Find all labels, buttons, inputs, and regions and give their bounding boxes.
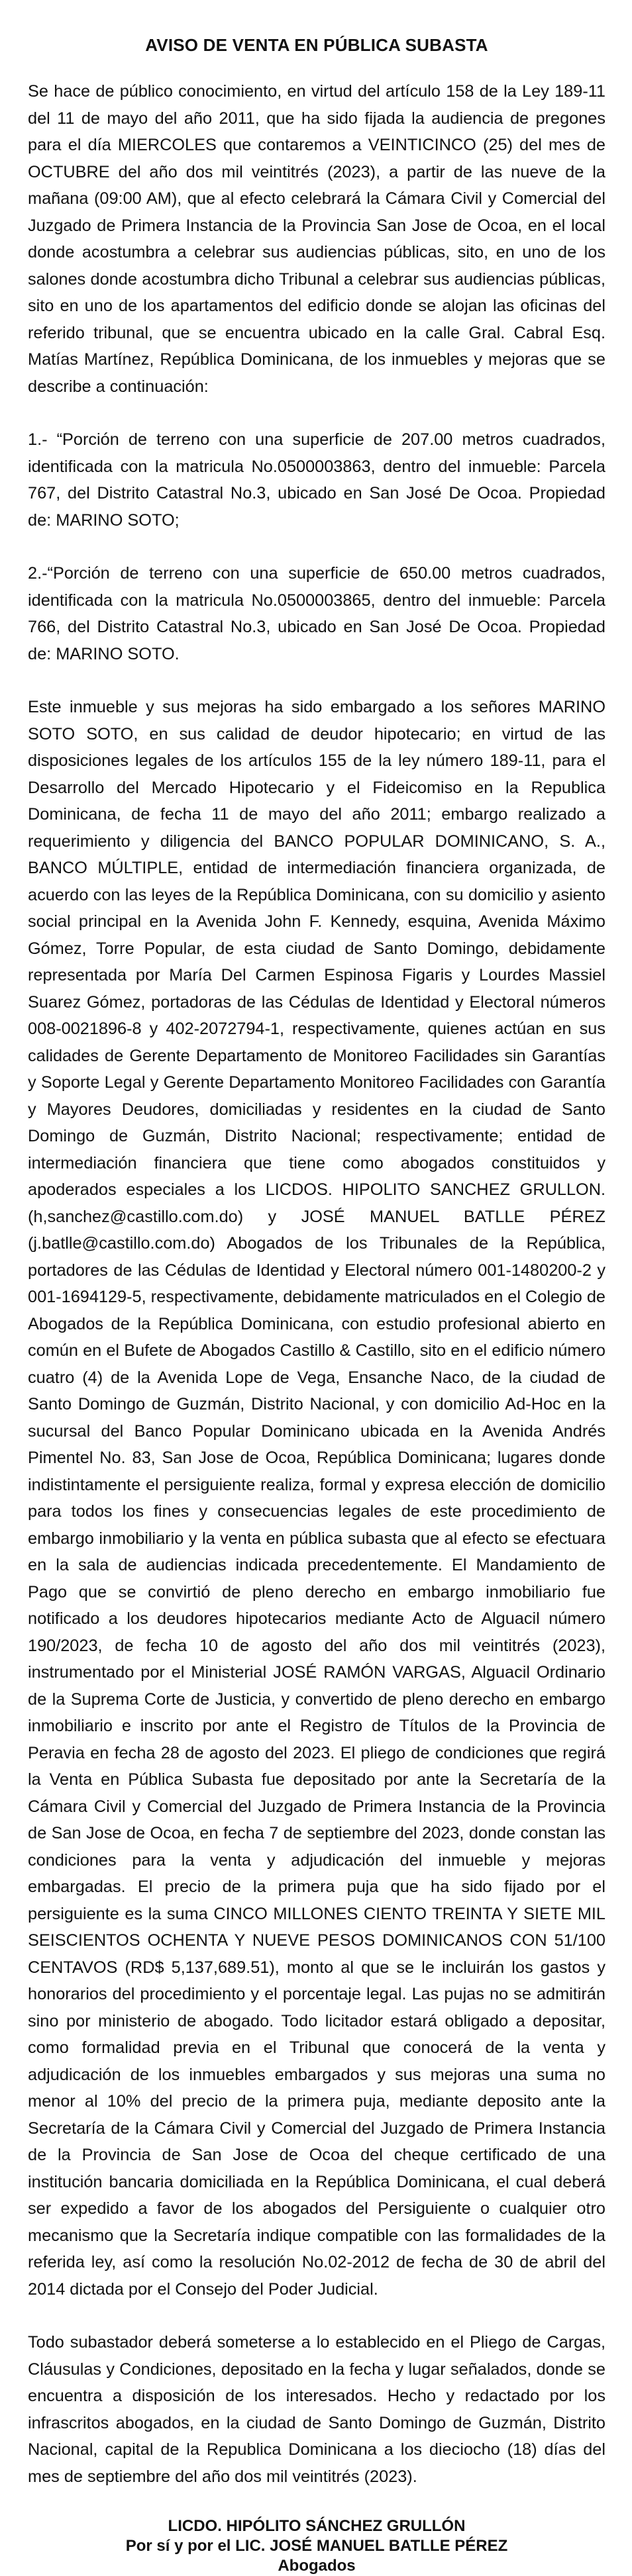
closing-paragraph: Todo subastador deberá someterse a lo establecido en el Pliego de Cargas, Cláusulas y Condiciones, depositado en la fecha y lugar señalados, donde se encuentra a disposición de los interesados. Hecho y redactado por los infrascritos abogados, en la ciudad de Santo Domingo de Guzmán, Distrito Nacional, capital de la Republica Dominicana a los dieciocho (18) días del mes de septiembre del año dos mil veintitrés (2023). — [28, 2333, 606, 2486]
property-item-2: 2.-“Porción de terreno con una superficie de 650.00 metros cuadrados, identificada con la matricula No.0500003865, dentro del inmueble: Parcela 766, del Distrito Catastral No.3, ubicado en San José De Ocoa. Propiedad de: MARINO SOTO. — [28, 564, 606, 663]
seizure-details-paragraph: Este inmueble y sus mejoras ha sido embargado a los señores MARINO SOTO SOTO, en sus calidad de deudor hipotecario; en virtud de las disposiciones legales de los artículos 155 de la ley número 189-11, para el Desarrollo del Mercado Hipotecario y el Fideicomiso en la Republica Dominicana, de fecha 11 de mayo del año 2011; embargo realizado a requerimiento y diligencia del BANCO POPULAR DOMINICANO, S. A., BANCO MÚLTIPLE, entidad de intermediación financiera organizada, de acuerdo con las leyes de la República Dominicana, con su domicilio y asiento social principal en la Avenida John F. Kennedy, esquina, Avenida Máximo Gómez, Torre Popular, de esta ciudad de Santo Domingo, debidamente representada por María Del Carmen Espinosa Figaris y Lourdes Massiel Suarez Gómez, portadoras de las Cédulas de Identidad y Electoral números 008-0021896-8 y 402-2072794-1, respectivamente, quienes actúan en sus calidades de Gerente Departamento de Monitoreo Facilidades sin Garantías y Soporte Legal y Gerente Departamento Monitoreo Facilidades con Garantía y Mayores Deudores, domiciliadas y residentes en la ciudad de Santo Domingo de Guzmán, Distrito Nacional; respectivamente; entidad de intermediación financiera que tiene como abogados constituidos y apoderados especiales a los LICDOS. HIPOLITO SANCHEZ GRULLON. (h,sanchez@castillo.com.do) y JOSÉ MANUEL BATLLE PÉREZ (j.batlle@castillo.com.do) Abogados de los Tribunales de la República, portadores de las Cédulas de Identidad y Electoral número 001-1480200-2 y 001-1694129-5, respectivamente, debidamente matriculados en el Colegio de Abogados de la República Dominicana, con estudio profesional abierto en común en el Bufete de Abogados Castillo & Castillo, sito en el edificio número cuatro (4) de la Avenida Lope de Vega, Ensanche Naco, de la ciudad de Santo Domingo de Guzmán, Distrito Nacional, y con domicilio Ad-Hoc en la sucursal del Banco Popular Dominicano ubicada en la Avenida Andrés Pimentel No. 83, San Jose de Ocoa, República Dominicana; lugares donde indistintamente el persiguiente realiza, formal y expresa elección de domicilio para todos los fines y consecuencias legales de este procedimiento de embargo inmobiliario y la venta en pública subasta que al efecto se efectuara en la sala de audiencias indicada precedentemente. El Mandamiento de Pago que se convirtió de pleno derecho en embargo inmobiliario fue notificado a los deudores hipotecarios mediante Acto de Alguacil número 190/2023, de fecha 10 de agosto del año dos mil veintitrés (2023), instrumentado por el Ministerial JOSÉ RAMÓN VARGAS, Alguacil Ordinario de la Suprema Corte de Justicia, y convertido de pleno derecho en embargo inmobiliario e inscrito por ante el Registro de Títulos de la Provincia de Peravia en fecha 28 de agosto del 2023. El pliego de condiciones que regirá la Venta en Pública Subasta fue depositado por ante la Secretaría de la Cámara Civil y Comercial del Juzgado de Primera Instancia de la Provincia de San Jose de Ocoa, en fecha 7 de septiembre del 2023, donde constan las condiciones para la venta y adjudicación del inmueble y mejoras embargadas. El precio de la primera puja que ha sido fijado por el persiguiente es la suma CINCO MILLONES CIENTO TREINTA Y SIETE MIL SEISCIENTOS OCHENTA Y NUEVE PESOS DOMINICANOS CON 51/100 CENTAVOS (RD$ 5,137,689.51), monto al que se le incluirán los gastos y honorarios del procedimiento y el porcentaje legal. Las pujas no se admitirán sino por ministerio de abogado. Todo licitador estará obligado a depositar, como formalidad previa en el Tribunal que conocerá de la venta y adjudicación de los inmuebles embargados y sus mejoras una suma no menor al 10% del precio de la primera puja, mediante deposito ante la Secretaría de la Cámara Civil y Comercial del Juzgado de Primera Instancia de la Provincia de San Jose de Ocoa del cheque certificado de una institución bancaria domiciliada en la República Dominicana, el cual deberá ser expedido a favor de los abogados del Persiguiente o cualquier otro mecanismo que la Secretaría indique compatible con las formalidades de la referida ley, así como la resolución No.02-2012 de fecha de 30 de abril del 2014 dictada por el Consejo del Poder Judicial. — [28, 698, 606, 2299]
signature-block — [28, 2516, 606, 2576]
signature-name: LICDO. HIPÓLITO SÁNCHEZ GRULLÓN — [168, 2517, 466, 2535]
notice-title: AVISO DE VENTA EN PÚBLICA SUBASTA — [145, 35, 488, 55]
intro-paragraph: Se hace de público conocimiento, en virtud del artículo 158 de la Ley 189-11 del 11 de mayo del año 2011, que ha sido fijada la audiencia de pregones para el día MIERCOLES que contaremos a VEINTICINCO (25) del mes de OCTUBRE del año dos mil veintitrés (2023), a partir de las nueve de la mañana (09:00 AM), que al efecto celebrará la Cámara Civil y Comercial del Juzgado de Primera Instancia de la Provincia San Jose de Ocoa, en el local donde acostumbra a celebrar sus audiencias públicas, sito, en uno de los salones donde acostumbra dicho Tribunal a celebrar sus audiencias públicas, sito en uno de los apartamentos del edificio donde se alojan las oficinas del referido tribunal, que se encuentra ubicado en la calle Gral. Cabral Esq. Matías Martínez, República Dominicana, de los inmuebles y mejoras que se describe a continuación: — [28, 82, 606, 396]
signature-co-counsel: Por sí y por el LIC. JOSÉ MANUEL BATLLE PÉREZ — [125, 2537, 508, 2555]
signature-role: Abogados — [278, 2557, 356, 2575]
property-item-1: 1.- “Porción de terreno con una superficie de 207.00 metros cuadrados, identificada con la matricula No.0500003863, dentro del inmueble: Parcela 767, del Distrito Catastral No.3, ubicado en San José De Ocoa. Propiedad de: MARINO SOTO; — [28, 430, 606, 530]
